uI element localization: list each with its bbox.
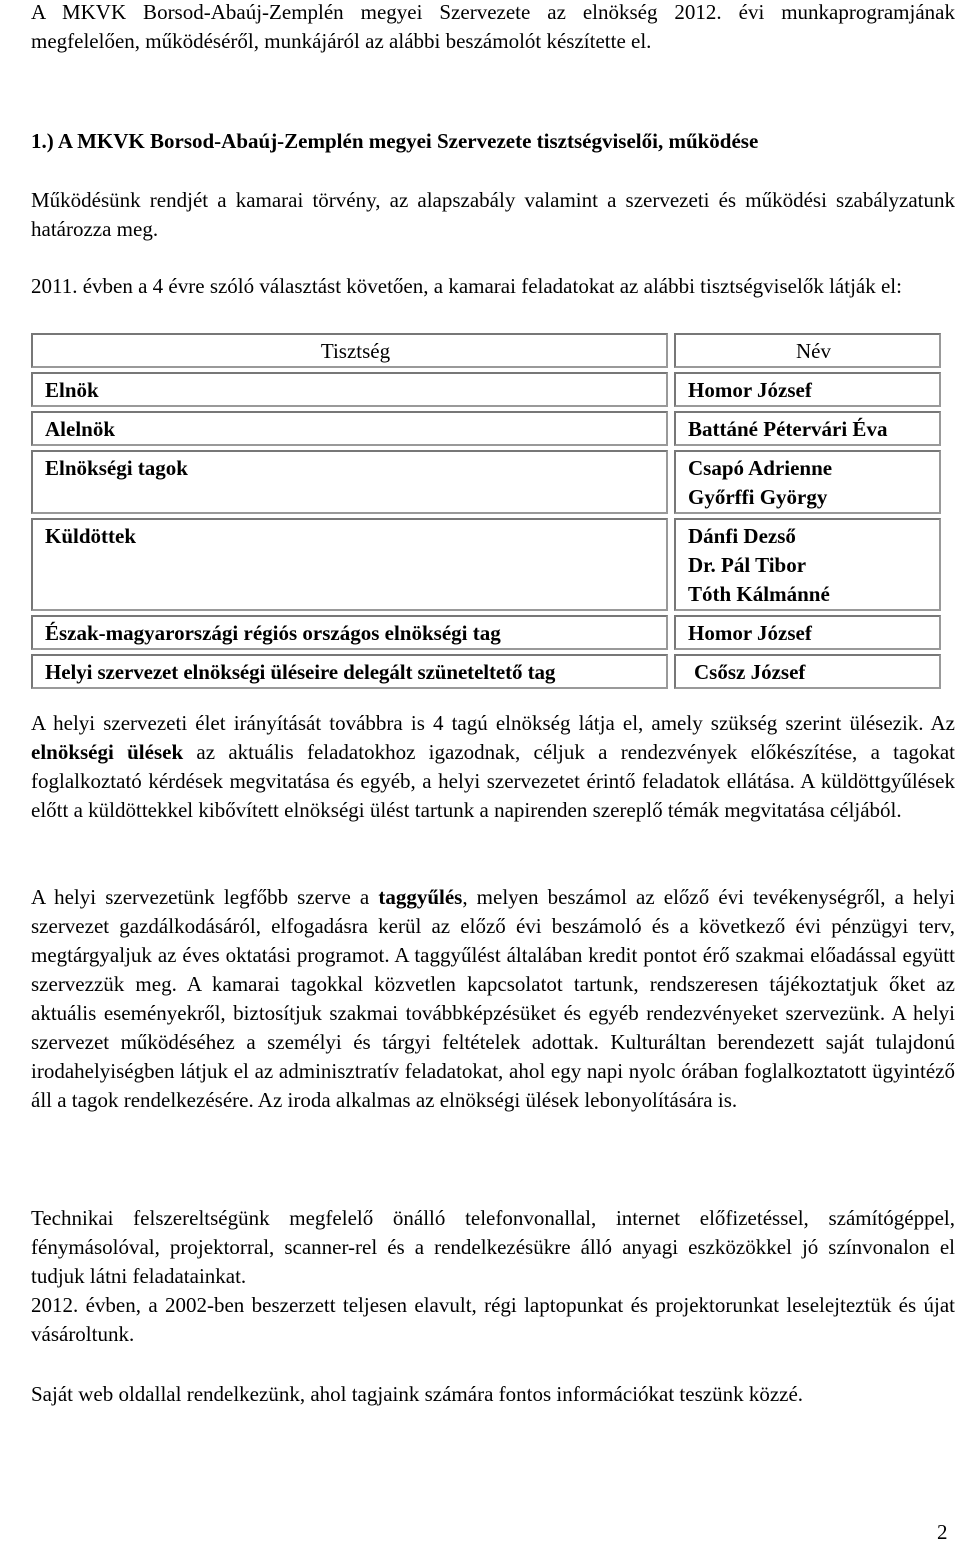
operation-paragraph: Működésünk rendjét a kamarai törvény, az alapszabály valamint a szervezeti és működési szabályzatunk határozza meg.	[31, 188, 955, 241]
table-row	[31, 411, 941, 446]
header-name: Név	[674, 333, 941, 368]
website-paragraph: Saját web oldallal rendelkezünk, ahol tagjaink számára fontos információkat teszünk közzé.	[31, 1382, 804, 1406]
name-cell: Homor József	[674, 372, 941, 407]
section-heading: 1.) A MKVK Borsod-Abaúj-Zemplén megyei Szervezete tisztségviselői, működése	[31, 129, 759, 153]
officers-table-header	[31, 333, 941, 368]
name-cell: Csősz József	[674, 654, 941, 689]
bold-term: taggyűlés	[378, 885, 463, 909]
name-cell	[674, 450, 941, 514]
technical-paragraph: Technikai felszereltségünk megfelelő önálló telefonvonallal, internet előfizetéssel, számítógéppel, fénymásolóval, projektorral, scanner-rel és a rendelkezésükre álló anyagi eszközökkel jó színvonalon el tudjuk látni feladatainkat.	[31, 1206, 955, 1288]
name-line: Tóth Kálmánné	[688, 582, 830, 606]
purchase-paragraph: 2012. évben, a 2002-ben beszerzett teljesen elavult, régi laptopunkat és projektorunkat leselejteztük és újat vásároltunk.	[31, 1293, 955, 1346]
assembly-paragraph: A helyi szervezetünk legfőbb szerve a taggyűlés, melyen beszámol az előző évi tevékenységről, a helyi szervezet gazdálkodásáról, elfogadásra kerül az előző évi beszámoló és a következő évi pénzügyi terv, megtárgyaljuk az éves oktatási programot. A taggyűlést általában kredit pontot érő szakmai előadással együtt szervezzük meg. A kamarai tagokkal közvetlen kapcsolatot tartunk, rendszeresen tájékoztatjuk őket az aktuális eseményekről, biztosítjuk szakmai továbbképzésüket és egyéb rendezvényeket szervezünk. A helyi szervezet működéséhez a személyi és tárgyi feltételek adottak. Kulturáltan berendezett saját tulajdonú irodahelyiségben látjuk el az adminisztratív feladatokat, ahol egy napi nyolc órában foglalkoztatott ügyintéző áll a tagok rendelkezésére. Az iroda alkalmas az elnökségi ülések lebonyolítására is.	[31, 885, 955, 1112]
officers-table	[31, 333, 941, 689]
technical-block	[31, 1204, 955, 1349]
name-line: Dánfi Dezső	[688, 524, 796, 548]
table-row	[31, 450, 941, 514]
table-row	[31, 615, 941, 650]
local-life-paragraph: A helyi szervezeti élet irányítását továbbra is 4 tagú elnökség látja el, amely szükség szerint ülésezik. Az elnökségi ülések az aktuális feladatokhoz igazodnak, céljuk a rendezvények előkészítése, a tagokat foglalkoztató kérdések megvitatása és egyéb, a helyi szervezetet érintő feladatok ellátása. A küldöttgyűlések előtt a küldöttekkel kibővített elnökségi ülést tartunk a napirenden szereplő témák megvitatása céljából.	[31, 711, 955, 822]
role-cell: Észak-magyarországi régiós országos elnökségi tag	[31, 615, 668, 650]
role-cell: Küldöttek	[31, 518, 668, 611]
table-row	[31, 518, 941, 611]
name-line: Csapó Adrienne	[688, 456, 833, 480]
name-line: Dr. Pál Tibor	[688, 553, 807, 577]
table-row	[31, 372, 941, 407]
header-role: Tisztség	[31, 333, 668, 368]
election-paragraph: 2011. évben a 4 évre szóló választást követően, a kamarai feladatokat az alábbi tisztségviselők látják el:	[31, 274, 902, 298]
bold-term: elnökségi ülések	[31, 740, 184, 764]
intro-paragraph: A MKVK Borsod-Abaúj-Zemplén megyei Szervezete az elnökség 2012. évi munkaprogramjának megfelelően, működéséről, munkájáról az alábbi beszámolót készítette el.	[31, 0, 955, 53]
role-cell: Alelnök	[31, 411, 668, 446]
page-number: 2	[937, 1520, 948, 1544]
role-cell: Helyi szervezet elnökségi üléseire delegált szüneteltető tag	[31, 654, 668, 689]
name-cell: Battáné Pétervári Éva	[674, 411, 941, 446]
table-row	[31, 654, 941, 689]
name-cell: Homor József	[674, 615, 941, 650]
name-cell	[674, 518, 941, 611]
role-cell: Elnök	[31, 372, 668, 407]
role-cell: Elnökségi tagok	[31, 450, 668, 514]
name-line: Győrffi György	[688, 485, 828, 509]
